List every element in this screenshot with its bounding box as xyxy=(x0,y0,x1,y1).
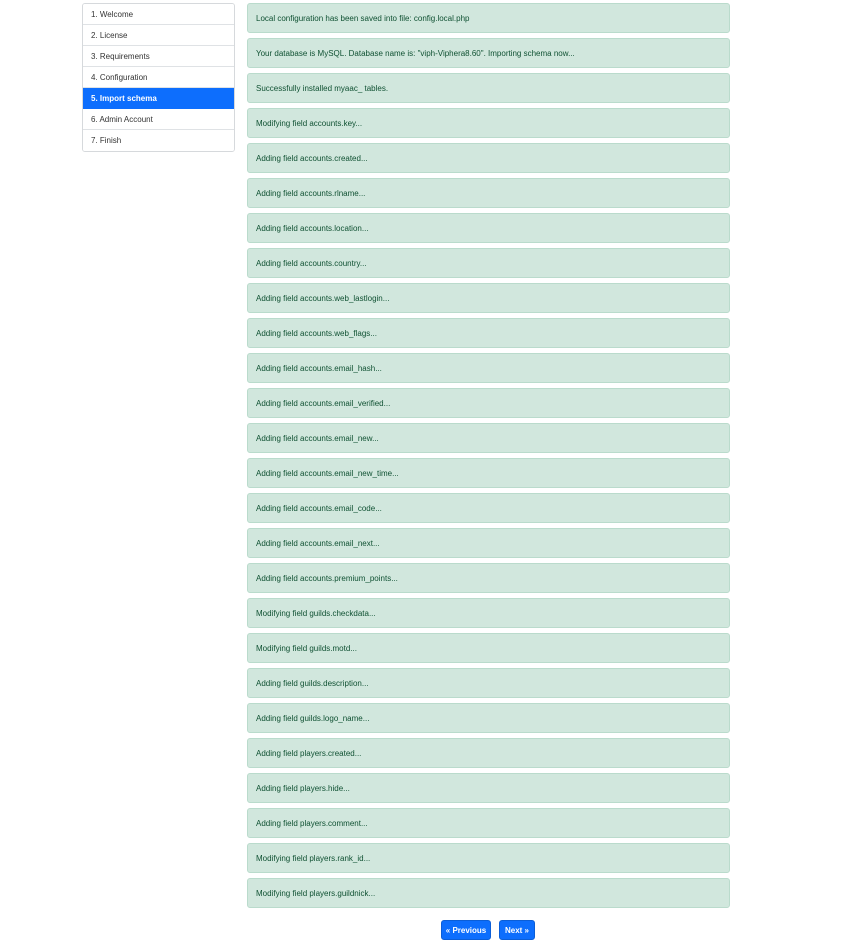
sidebar-step-2[interactable]: 2. License xyxy=(83,25,234,46)
log-message: Adding field accounts.country... xyxy=(247,248,730,278)
log-message: Adding field guilds.description... xyxy=(247,668,730,698)
import-log xyxy=(247,3,730,913)
log-message: Modifying field players.guildnick... xyxy=(247,878,730,908)
install-steps-sidebar xyxy=(82,3,235,152)
log-message: Your database is MySQL. Database name is: "viph-Viphera8.60". Importing schema now... xyxy=(247,38,730,68)
log-message: Adding field accounts.created... xyxy=(247,143,730,173)
log-message: Adding field accounts.web_flags... xyxy=(247,318,730,348)
log-message: Adding field accounts.web_lastlogin... xyxy=(247,283,730,313)
wizard-navigation xyxy=(441,920,535,940)
log-message: Adding field accounts.email_hash... xyxy=(247,353,730,383)
sidebar-step-3[interactable]: 3. Requirements xyxy=(83,46,234,67)
sidebar-step-6[interactable]: 6. Admin Account xyxy=(83,109,234,130)
previous-button[interactable]: « Previous xyxy=(441,920,491,940)
sidebar-step-4[interactable]: 4. Configuration xyxy=(83,67,234,88)
log-message: Modifying field guilds.motd... xyxy=(247,633,730,663)
sidebar-step-1[interactable]: 1. Welcome xyxy=(83,4,234,25)
log-message: Adding field players.created... xyxy=(247,738,730,768)
log-message: Adding field accounts.rlname... xyxy=(247,178,730,208)
log-message: Modifying field guilds.checkdata... xyxy=(247,598,730,628)
log-message: Adding field players.comment... xyxy=(247,808,730,838)
sidebar-step-5[interactable]: 5. Import schema xyxy=(83,88,234,109)
log-message: Adding field accounts.email_new... xyxy=(247,423,730,453)
log-message: Adding field accounts.email_new_time... xyxy=(247,458,730,488)
log-message: Adding field accounts.email_verified... xyxy=(247,388,730,418)
log-message: Adding field guilds.logo_name... xyxy=(247,703,730,733)
log-message: Adding field accounts.location... xyxy=(247,213,730,243)
log-message: Adding field accounts.email_code... xyxy=(247,493,730,523)
log-message: Adding field accounts.premium_points... xyxy=(247,563,730,593)
log-message: Modifying field accounts.key... xyxy=(247,108,730,138)
log-message: Adding field players.hide... xyxy=(247,773,730,803)
sidebar-step-7[interactable]: 7. Finish xyxy=(83,130,234,151)
log-message: Successfully installed myaac_ tables. xyxy=(247,73,730,103)
next-button[interactable]: Next » xyxy=(499,920,535,940)
log-message: Modifying field players.rank_id... xyxy=(247,843,730,873)
log-message: Local configuration has been saved into file: config.local.php xyxy=(247,3,730,33)
log-message: Adding field accounts.email_next... xyxy=(247,528,730,558)
